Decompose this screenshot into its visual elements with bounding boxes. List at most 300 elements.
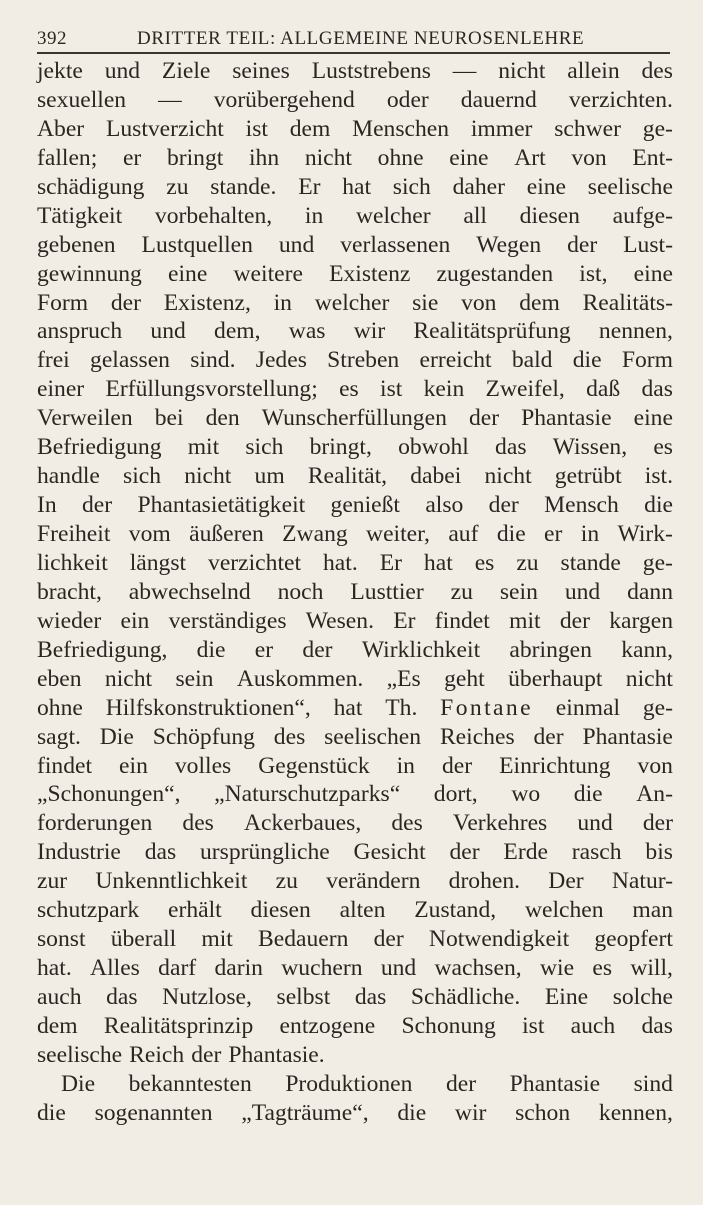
word: eine: [526, 173, 567, 200]
word: verlassenen: [340, 231, 451, 258]
word: Alles: [90, 955, 140, 982]
word: dort,: [433, 781, 478, 808]
word: frei: [37, 347, 70, 374]
word: nennen,: [598, 318, 673, 345]
text-line: [37, 289, 673, 318]
word: daß: [586, 376, 621, 403]
word: Reiches: [439, 723, 515, 750]
word: Tätigkeit: [37, 202, 123, 229]
word: abringen: [509, 636, 592, 663]
word: Th.: [385, 694, 418, 721]
word: eben: [37, 665, 82, 692]
word: und: [380, 955, 417, 982]
word: allein: [567, 58, 620, 84]
word: ist: [380, 376, 403, 403]
text-line: [37, 115, 673, 144]
word: sein: [499, 578, 538, 605]
word: nicht: [484, 463, 532, 490]
word: des: [273, 723, 306, 750]
word: ohne: [37, 694, 83, 721]
word: der: [191, 1041, 222, 1068]
word: Zwang: [282, 521, 348, 547]
word: es: [653, 434, 673, 461]
word: Bedauern: [258, 926, 349, 953]
word: drohen.: [448, 868, 521, 895]
word: um: [254, 463, 285, 490]
word: Luststrebens: [311, 58, 431, 84]
word: welchen: [524, 897, 604, 924]
text-line: [37, 231, 673, 260]
word: das: [641, 376, 673, 403]
word: ist,: [579, 260, 608, 287]
word: die: [37, 1099, 66, 1126]
text-line: [37, 1041, 673, 1070]
word: der: [81, 492, 113, 519]
word: auch: [37, 984, 82, 1010]
word: der: [445, 1070, 477, 1097]
word: abwechselnd: [128, 578, 251, 605]
word: des: [391, 810, 423, 837]
word: eine: [633, 405, 673, 432]
word: hat.: [37, 955, 72, 982]
word: bekanntesten: [128, 1070, 252, 1097]
word: Menschen: [352, 115, 450, 142]
text-line: [37, 404, 673, 433]
word: Phantasietätigkeit: [137, 492, 306, 519]
word: schutzpark: [37, 897, 140, 924]
word: verständiges: [168, 607, 287, 634]
word: nicht: [304, 144, 352, 171]
text-line: [37, 1012, 673, 1041]
word: kein: [423, 376, 465, 403]
text-line: [37, 954, 673, 983]
word: Notwendigkeit: [428, 926, 570, 953]
text-line: [37, 983, 673, 1012]
text-line: [37, 780, 673, 809]
word: einer: [37, 376, 85, 403]
word: und: [564, 578, 601, 605]
word: in: [580, 521, 600, 547]
word: dem: [289, 115, 331, 142]
word: handle: [37, 463, 100, 490]
word: von: [571, 144, 607, 171]
word: Realitätsprinzip: [103, 1012, 254, 1039]
word: eine: [168, 260, 208, 287]
word: seelischen: [324, 723, 422, 750]
word: Form: [37, 289, 89, 316]
word: mit: [509, 607, 541, 634]
text-line: [37, 838, 673, 867]
word: bringt,: [309, 434, 372, 461]
text-line: [37, 867, 673, 896]
word: Wissen,: [552, 434, 628, 461]
word: Wirklichkeit: [361, 636, 481, 663]
word: erhält: [168, 897, 222, 924]
text-line: [37, 752, 673, 781]
word: ursprüngliche: [199, 839, 330, 866]
word: des: [182, 810, 214, 837]
word: Phantasie: [509, 1070, 601, 1097]
word: hat: [333, 694, 363, 721]
word: der: [567, 231, 598, 258]
word: auch: [570, 1012, 616, 1039]
word: darf: [158, 955, 197, 982]
word: mit: [201, 926, 233, 953]
word: Realität,: [307, 463, 388, 490]
word: zu: [450, 578, 473, 605]
word: weitere: [233, 260, 303, 287]
word: dem: [37, 1012, 78, 1039]
word: es: [339, 376, 359, 403]
word: sich: [245, 434, 284, 461]
word: in: [273, 289, 292, 316]
word: man: [632, 897, 673, 924]
word: Natur-: [611, 868, 673, 895]
word: verzichtet: [208, 549, 302, 576]
word: zur: [37, 868, 68, 895]
word: „Es: [386, 665, 421, 692]
word: Er: [298, 173, 321, 200]
word: Erfüllungsvorstellung;: [105, 376, 318, 403]
word: geht: [444, 665, 485, 692]
word: zu: [516, 549, 539, 576]
word: des: [641, 58, 673, 84]
text-line: [37, 144, 673, 173]
word: stande: [560, 549, 621, 576]
word: hat: [342, 173, 372, 200]
word: solche: [612, 984, 673, 1010]
word: volles: [174, 752, 232, 779]
word: und: [104, 58, 141, 84]
word: aufge-: [612, 202, 673, 229]
word: ihn: [248, 144, 280, 171]
word: sogenannten: [94, 1099, 213, 1126]
word: sie: [412, 289, 439, 316]
word: der: [441, 752, 473, 779]
text-line: [37, 925, 673, 954]
word: diesen: [250, 897, 311, 924]
word: sexuellen: [37, 86, 127, 113]
word: geopfert: [594, 926, 673, 953]
word: der: [110, 289, 142, 316]
text-line: [37, 809, 673, 838]
text-line: [37, 578, 673, 607]
word: ist: [522, 1012, 545, 1039]
word: anspruch: [37, 318, 123, 345]
word: verzichten.: [568, 86, 673, 113]
word: Wunscherfüllungen: [261, 405, 447, 432]
word: Aber: [37, 115, 85, 142]
text-line: [37, 433, 673, 462]
word: diesen: [519, 202, 580, 229]
word: von: [637, 752, 673, 779]
word: dabei: [410, 463, 462, 490]
word: überhaupt: [508, 665, 603, 692]
text-line: [37, 520, 673, 549]
word: Hilfskonstruktionen“,: [105, 694, 311, 721]
word: und: [278, 231, 315, 258]
word: von: [461, 289, 497, 316]
word: Einrichtung: [499, 752, 611, 779]
word: Realitäts-: [582, 289, 673, 316]
word: Lustverzicht: [105, 115, 224, 142]
word: das: [354, 984, 387, 1010]
word: genießt: [330, 492, 400, 519]
word: obwohl: [398, 434, 469, 461]
word: zugestanden: [436, 260, 554, 287]
word: und: [577, 810, 613, 837]
word: selbst: [276, 984, 331, 1010]
word: Eine: [544, 984, 589, 1010]
word: stande.: [210, 173, 277, 200]
word: noch: [277, 578, 324, 605]
text-line: [37, 57, 673, 86]
word: das: [641, 1012, 673, 1039]
header-rule: [37, 52, 670, 54]
word: Schöpfung: [152, 723, 255, 750]
text-line: [37, 346, 673, 375]
word: wo: [511, 781, 541, 808]
word: Der: [548, 868, 584, 895]
word: Produktionen: [285, 1070, 413, 1097]
text-line: [37, 694, 673, 723]
text-line: [37, 723, 673, 752]
word: bracht,: [37, 578, 102, 605]
word: all: [463, 202, 487, 229]
word: sagt.: [37, 723, 81, 750]
word: „Schonungen“,: [37, 781, 181, 808]
word: das: [144, 839, 177, 866]
word: seines: [232, 58, 290, 84]
word: Die: [61, 1070, 96, 1097]
word: daher: [452, 173, 505, 200]
word: hat.: [323, 549, 358, 576]
word: Reich: [129, 1041, 185, 1068]
word: fallen;: [37, 144, 98, 171]
word: das: [495, 434, 527, 461]
word: auf: [448, 521, 479, 547]
word: immer: [470, 115, 533, 142]
word: nicht: [625, 665, 673, 692]
word: bis: [645, 839, 673, 866]
word: Befriedigung: [37, 434, 162, 461]
word: wir: [353, 318, 386, 345]
word: seelische: [587, 173, 673, 200]
word: ein: [119, 752, 148, 779]
word: ge-: [642, 115, 673, 142]
word: die: [573, 781, 603, 808]
word: Erde: [503, 839, 548, 866]
word: weiter,: [366, 521, 430, 547]
word: Existenz: [329, 260, 411, 287]
word: Verkehres: [452, 810, 548, 837]
word: Er: [393, 607, 416, 634]
word: Die: [99, 723, 134, 750]
word: oder: [386, 86, 429, 113]
word: An-: [636, 781, 673, 808]
text-line: [37, 607, 673, 636]
text-line: [37, 375, 673, 404]
word: sein: [175, 665, 214, 692]
word: welcher: [314, 289, 390, 316]
word: ge-: [642, 694, 673, 721]
text-line: [37, 260, 673, 289]
word: rasch: [571, 839, 622, 866]
word: darin: [214, 955, 263, 982]
running-head-title: DRITTER TEIL: ALLGEMEINE NEUROSENLEHRE: [137, 28, 585, 49]
word: Streben: [327, 347, 400, 374]
word: die: [496, 521, 526, 547]
word: der: [468, 405, 500, 432]
word: der: [559, 607, 590, 634]
word: schwer: [554, 115, 622, 142]
word: welcher: [355, 202, 431, 229]
word: entzogene: [279, 1012, 376, 1039]
word: Realitätsprüfung: [413, 318, 571, 345]
word: die: [196, 636, 226, 663]
word: einmal: [555, 694, 620, 721]
word: dann: [627, 578, 673, 605]
word: Phantasie: [521, 405, 612, 432]
word: Ent-: [632, 144, 673, 171]
word: findet: [434, 607, 490, 634]
text-line: [37, 317, 673, 346]
word: nicht: [104, 665, 153, 692]
word: kargen: [609, 607, 673, 634]
word: äußeren: [189, 521, 264, 547]
word: getrübt: [554, 463, 622, 490]
text-line: [37, 86, 673, 115]
word: Schonung: [401, 1012, 496, 1039]
word: bringt: [166, 144, 224, 171]
word: sonst: [37, 926, 86, 953]
word: sind: [633, 1070, 673, 1097]
text-line: [37, 1070, 673, 1099]
word: Schädliche.: [410, 984, 521, 1010]
word: der: [302, 636, 333, 663]
word: schon: [515, 1099, 571, 1126]
word: Gegenstück: [258, 752, 370, 779]
word: dem,: [214, 318, 261, 345]
word: das: [106, 984, 138, 1010]
text-line: [37, 636, 673, 665]
word: „Tagträume“,: [241, 1099, 369, 1126]
word: „Naturschutzparks“: [214, 781, 401, 808]
word: dauernd: [460, 86, 537, 113]
body-text: [37, 57, 673, 1128]
word: wachsen,: [434, 955, 522, 982]
word: sich: [392, 173, 431, 200]
word: überall: [110, 926, 177, 953]
word: Ziele: [161, 58, 211, 84]
word: Art: [514, 144, 546, 171]
word: Nutzlose,: [162, 984, 252, 1010]
word: er: [122, 144, 142, 171]
page-number: 392: [37, 28, 67, 49]
word: zu: [275, 868, 298, 895]
text-line: [37, 549, 673, 578]
text-line: [37, 202, 673, 231]
word: Fontane: [440, 694, 533, 721]
word: in: [396, 752, 415, 779]
word: bald: [511, 347, 553, 374]
word: ge-: [642, 549, 673, 576]
word: In: [37, 492, 57, 519]
word: Gesicht: [353, 839, 426, 866]
word: also: [425, 492, 464, 519]
word: es: [474, 549, 495, 576]
word: kann,: [621, 636, 673, 663]
word: vorübergehend: [213, 86, 355, 113]
word: gelassen: [90, 347, 170, 374]
word: Phantasie.: [228, 1041, 325, 1068]
word: Wirk-: [617, 521, 673, 547]
word: den: [205, 405, 240, 432]
word: zu: [166, 173, 189, 200]
word: nicht: [184, 463, 232, 490]
word: eine: [449, 144, 489, 171]
word: findet: [37, 752, 93, 779]
word: der: [449, 839, 480, 866]
word: Lusttier: [350, 578, 424, 605]
word: wie: [539, 955, 575, 982]
word: Existenz,: [163, 289, 251, 316]
word: Mensch: [544, 492, 619, 519]
word: Wegen: [476, 231, 542, 258]
word: alten: [339, 897, 386, 924]
word: hat: [423, 549, 453, 576]
word: seelische: [37, 1041, 123, 1068]
word: ist: [245, 115, 268, 142]
word: es: [592, 955, 613, 982]
word: die: [572, 347, 602, 374]
word: schädigung: [37, 173, 145, 200]
word: Industrie: [37, 839, 121, 866]
word: wieder: [37, 607, 102, 634]
word: bei: [154, 405, 184, 432]
word: ist.: [644, 463, 673, 490]
word: jekte: [37, 58, 83, 84]
word: Unkenntlichkeit: [95, 868, 248, 895]
word: Phantasie: [582, 723, 673, 750]
word: Freiheit: [37, 521, 111, 547]
word: vom: [128, 521, 171, 547]
text-line: [37, 665, 673, 694]
word: wuchern: [281, 955, 363, 982]
word: Befriedigung,: [37, 636, 168, 663]
word: eine: [633, 260, 673, 287]
word: er: [254, 636, 274, 663]
word: Er: [379, 549, 402, 576]
word: nicht: [498, 58, 546, 84]
word: dem: [519, 289, 560, 316]
word: Ackerbaues,: [243, 810, 362, 837]
word: ohne: [377, 144, 424, 171]
word: gebenen: [37, 231, 116, 258]
word: mit: [187, 434, 220, 461]
text-line: [37, 462, 673, 491]
word: in: [304, 202, 324, 229]
text-line: [37, 491, 673, 520]
word: Form: [621, 347, 673, 374]
word: erreicht: [419, 347, 492, 374]
word: Zweifel,: [485, 376, 565, 403]
word: kennen,: [598, 1099, 673, 1126]
word: vorbehalten,: [154, 202, 273, 229]
word: Jedes: [255, 347, 307, 374]
text-line: [37, 173, 673, 202]
word: und: [150, 318, 186, 345]
